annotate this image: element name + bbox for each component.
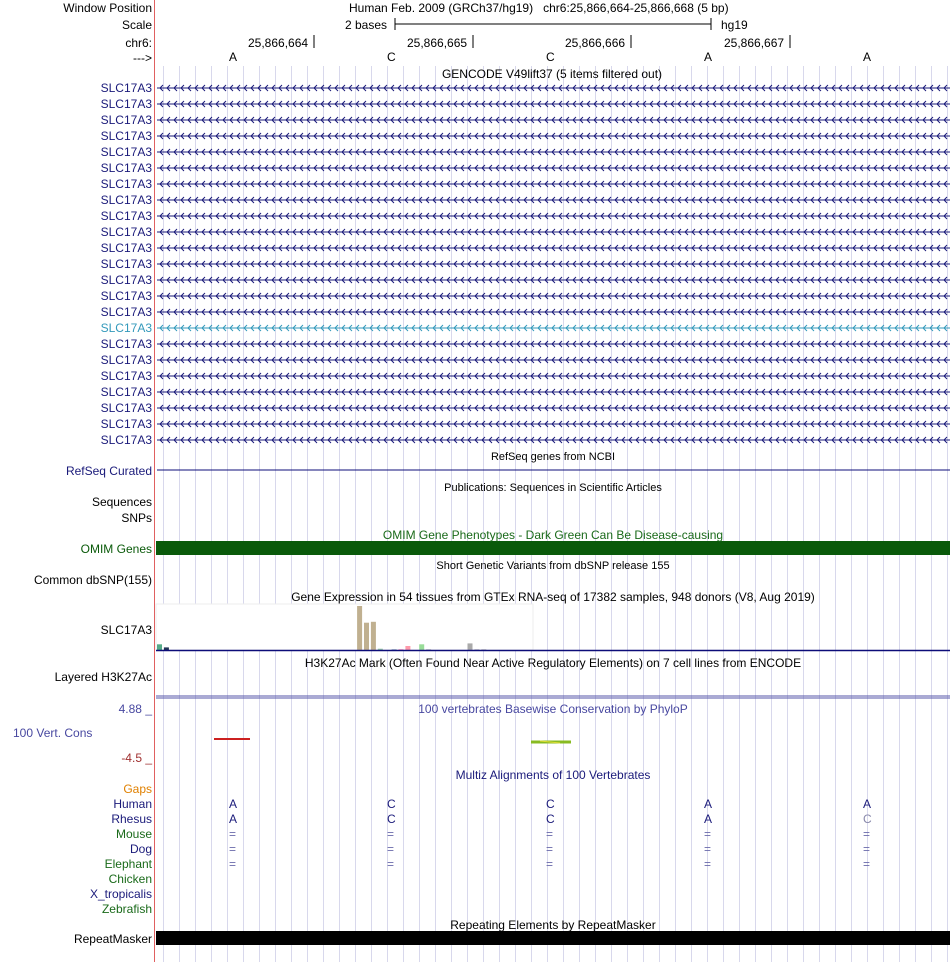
alignment-base: A [229, 797, 238, 811]
alignment-base: = [704, 857, 712, 871]
gencode-transcript-label[interactable]: SLC17A3 [100, 241, 152, 255]
gencode-transcript-label[interactable]: SLC17A3 [100, 273, 152, 287]
gencode-transcript-label[interactable]: SLC17A3 [100, 177, 152, 191]
gtex-bar [357, 606, 362, 650]
alignment-base: = [387, 857, 395, 871]
gtex-bar [157, 644, 162, 650]
alignment-base: = [229, 857, 237, 871]
conservation-label[interactable]: 100 Vert. Cons [13, 726, 93, 740]
publications-track-title[interactable]: Publications: Sequences in Scientific Articles [444, 482, 662, 494]
position-label: 25,866,666 [565, 36, 626, 50]
scale-text: 2 bases [345, 18, 388, 32]
alignment-base: A [229, 812, 238, 826]
gaps-label: Gaps [123, 782, 152, 796]
gencode-transcript-label[interactable]: SLC17A3 [100, 113, 152, 127]
alignment-base: = [704, 842, 712, 856]
gencode-transcript-label[interactable]: SLC17A3 [100, 321, 152, 335]
gtex-bar [364, 623, 369, 650]
gencode-transcript-label[interactable]: SLC17A3 [100, 129, 152, 143]
alignment-base: = [546, 857, 554, 871]
species-label[interactable]: Zebrafish [101, 902, 152, 916]
reference-base: C [387, 50, 396, 64]
omim-track-title[interactable]: OMIM Gene Phenotypes - Dark Green Can Be Disease-causing [382, 528, 724, 542]
gencode-transcript-label[interactable]: SLC17A3 [100, 209, 152, 223]
alignment-base: = [229, 827, 237, 841]
publications-snps-label[interactable]: SNPs [121, 511, 152, 525]
species-label[interactable]: Dog [129, 842, 152, 856]
species-label[interactable]: Mouse [115, 827, 152, 841]
gencode-transcript-label[interactable]: SLC17A3 [100, 433, 152, 447]
species-label[interactable]: Elephant [104, 857, 152, 871]
conservation-max-label: 4.88 _ [118, 702, 152, 716]
alignment-base: = [229, 842, 237, 856]
conservation-marks [214, 739, 571, 743]
alignment-base: C [387, 812, 396, 826]
alignment-base: A [704, 797, 713, 811]
alignment-base: = [863, 857, 871, 871]
window-position-text: Human Feb. 2009 (GRCh37/hg19) chr6:25,866,664-25,866,668 (5 bp) [349, 1, 729, 15]
conservation-min-label: -4.5 _ [121, 751, 152, 765]
reference-base: A [863, 50, 872, 64]
gencode-transcript-label[interactable]: SLC17A3 [100, 289, 152, 303]
species-label[interactable]: Rhesus [111, 812, 152, 826]
gencode-transcript-label[interactable]: SLC17A3 [100, 97, 152, 111]
repeatmasker-track-title[interactable]: Repeating Elements by RepeatMasker [450, 918, 656, 932]
publications-sequences-label[interactable]: Sequences [91, 495, 152, 509]
position-label: 25,866,665 [407, 36, 468, 50]
alignment-base: = [546, 827, 554, 841]
gtex-bar [468, 643, 473, 650]
alignment-base: C [387, 797, 396, 811]
alignment-base: C [546, 797, 555, 811]
gencode-transcript-label[interactable]: SLC17A3 [100, 81, 152, 95]
reference-base: A [704, 50, 713, 64]
refseq-track-title[interactable]: RefSeq genes from NCBI [490, 451, 616, 463]
gencode-transcript-label[interactable]: SLC17A3 [100, 161, 152, 175]
alignment-base: C [863, 812, 872, 826]
gencode-transcript-label[interactable]: SLC17A3 [100, 369, 152, 383]
alignment-base: A [863, 797, 872, 811]
h3k27ac-label[interactable]: Layered H3K27Ac [54, 670, 152, 684]
gtex-bar [371, 622, 376, 650]
gtex-bar [405, 646, 410, 650]
conservation-track-title[interactable]: 100 vertebrates Basewise Conservation by PhyloP [418, 702, 688, 716]
omim-label[interactable]: OMIM Genes [80, 542, 152, 556]
gencode-transcript-label[interactable]: SLC17A3 [100, 225, 152, 239]
gencode-transcript-label[interactable]: SLC17A3 [100, 145, 152, 159]
species-label[interactable]: Human [113, 797, 152, 811]
repeatmasker-bar [156, 931, 950, 945]
gencode-transcript-label[interactable]: SLC17A3 [100, 305, 152, 319]
species-label[interactable]: X_tropicalis [89, 887, 152, 901]
alignment-base: = [387, 827, 395, 841]
strand-label: ---> [133, 51, 152, 65]
gencode-transcript-label[interactable]: SLC17A3 [100, 417, 152, 431]
gencode-transcript-label[interactable]: SLC17A3 [100, 193, 152, 207]
gencode-transcript-label[interactable]: SLC17A3 [100, 385, 152, 399]
refseq-label[interactable]: RefSeq Curated [65, 464, 152, 478]
scale-bar [395, 18, 711, 30]
alignment-base: A [704, 812, 713, 826]
gtex-bar [419, 644, 424, 650]
assembly-label: hg19 [721, 18, 748, 32]
chrom-label: chr6: [125, 36, 152, 50]
gencode-transcript-label[interactable]: SLC17A3 [100, 353, 152, 367]
gtex-bar [164, 647, 169, 650]
repeatmasker-label[interactable]: RepeatMasker [73, 932, 152, 946]
alignment-base: = [863, 842, 871, 856]
reference-base: C [546, 50, 555, 64]
gtex-plot-area [156, 604, 533, 650]
h3k27ac-track-title[interactable]: H3K27Ac Mark (Often Found Near Active Regulatory Elements) on 7 cell lines from ENCODE [304, 656, 802, 670]
alignment-base: = [704, 827, 712, 841]
position-ticks [314, 35, 790, 48]
gencode-transcript-label[interactable]: SLC17A3 [100, 257, 152, 271]
gencode-transcript-label[interactable]: SLC17A3 [100, 337, 152, 351]
gtex-track-title[interactable]: Gene Expression in 54 tissues from GTEx RNA-seq of 17382 samples, 948 donors (V8, Aug 2019) [291, 590, 815, 604]
multiz-track-title[interactable]: Multiz Alignments of 100 Vertebrates [455, 768, 651, 782]
alignment-base: = [863, 827, 871, 841]
gtex-plot [156, 604, 950, 651]
gtex-label[interactable]: SLC17A3 [100, 623, 152, 637]
gencode-track-title[interactable]: GENCODE V49lift37 (5 items filtered out) [441, 67, 663, 81]
omim-bar [156, 541, 950, 555]
alignment-base: = [546, 842, 554, 856]
species-label[interactable]: Chicken [108, 872, 152, 886]
position-label: 25,866,667 [724, 36, 785, 50]
dbsnp-track-title[interactable]: Short Genetic Variants from dbSNP release 155 [436, 560, 670, 572]
scale-label: Scale [121, 18, 152, 32]
position-label: 25,866,664 [248, 36, 309, 50]
alignment-base: = [387, 842, 395, 856]
reference-base: A [229, 50, 238, 64]
alignment-base: C [546, 812, 555, 826]
gencode-transcript-label[interactable]: SLC17A3 [100, 401, 152, 415]
dbsnp-label[interactable]: Common dbSNP(155) [33, 573, 152, 587]
window-position-label: Window Position [63, 1, 152, 15]
